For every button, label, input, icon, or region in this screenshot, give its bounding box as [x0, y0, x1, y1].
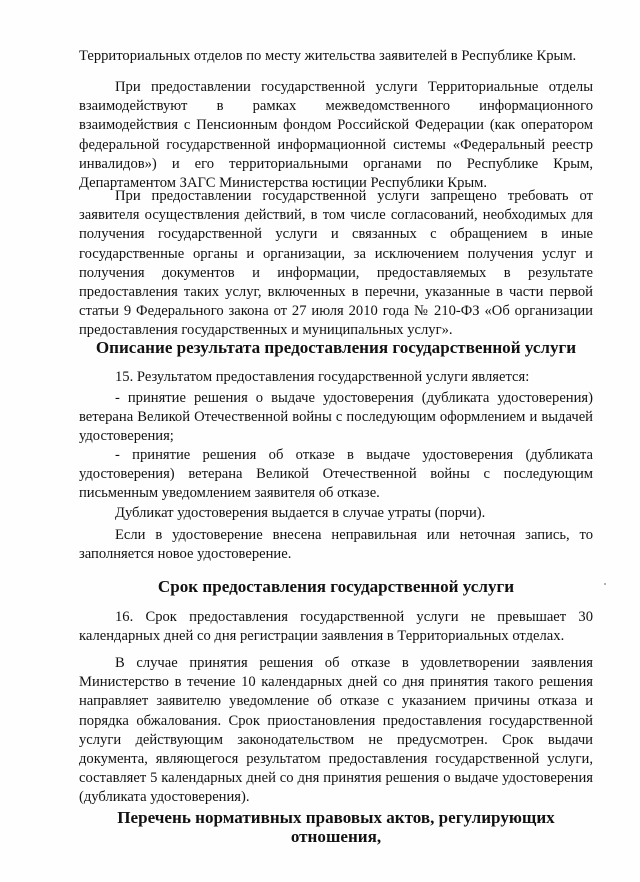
paragraph-issue-decision: - принятие решения о выдаче удостоверения (дубликата удостоверения) ветерана Великой Отечественной войны с последующим оформлением и выдачей удостоверения;: [79, 390, 593, 445]
paragraph-prohibited-requirements: При предоставлении государственной услуги запрещено требовать от заявителя осуществления действий, в том числе согласований, необходимых для получения государственной услуги и связанных с обращением в иные государственные органы и организации, за исключением получения услуг и получения документов и информации, предоставляемых в результате предоставления таких услуг, включенных в перечни, указанные в части первой статьи 9 Федерального закона от 27 июля 2010 года № 210-ФЗ «Об организации предоставления государственных и муниципальных услуг».: [79, 188, 593, 339]
paragraph-refusal-decision: - принятие решения об отказе в выдаче удостоверения (дубликата удостоверения) ветерана Великой Отечественной войны с последующим письменным уведомлением заявителя об отказе.: [79, 447, 593, 502]
scan-artifact: [604, 583, 606, 585]
heading-legal-acts: Перечень нормативных правовых актов, регулирующих отношения,: [117, 808, 555, 847]
paragraph-interagency-interaction: При предоставлении государственной услуги Территориальные отделы взаимодействуют в рамках межведомственного информационного взаимодействия с Пенсионным фондом Российской Федерации (как оператором федеральной государственной информационной системы «Федеральный реестр инвалидов») и его территориальными органами по Республике Крым, Департаментом ЗАГС Министерства юстиции Республики Крым.: [79, 79, 593, 192]
paragraph-duplicate: Дубликат удостоверения выдается в случае утраты (порчи).: [115, 505, 486, 521]
paragraph-16-term: 16. Срок предоставления государственной услуги не превышает 30 календарных дней со дня регистрации заявления в Территориальных отделах.: [79, 609, 593, 645]
paragraph-15-result: 15. Результатом предоставления государственной услуги является:: [115, 369, 530, 385]
paragraph-incorrect-entry: Если в удостоверение внесена неправильная или неточная запись, то заполняется новое удостоверение.: [79, 527, 593, 563]
paragraph-refusal-notice: В случае принятия решения об отказе в удовлетворении заявления Министерство в течение 10 календарных дней со дня принятия такого решения направляет заявителю уведомление об отказе с указанием причины отказа и порядка обжалования. Срок приостановления предоставления государственной услуги действующим законодательством не предусмотрен. Срок выдачи документа, являющегося результатом предоставления государственной услуги, составляет 5 календарных дней со дня принятия решения о выдаче удостоверения (дубликата удостоверения).: [79, 655, 593, 806]
paragraph-territorial-offices: Территориальных отделов по месту жительства заявителей в Республике Крым.: [79, 48, 577, 64]
heading-service-term: Срок предоставления государственной услуги: [157, 577, 515, 596]
heading-result-description: Описание результата предоставления государственной услуги: [95, 338, 577, 357]
